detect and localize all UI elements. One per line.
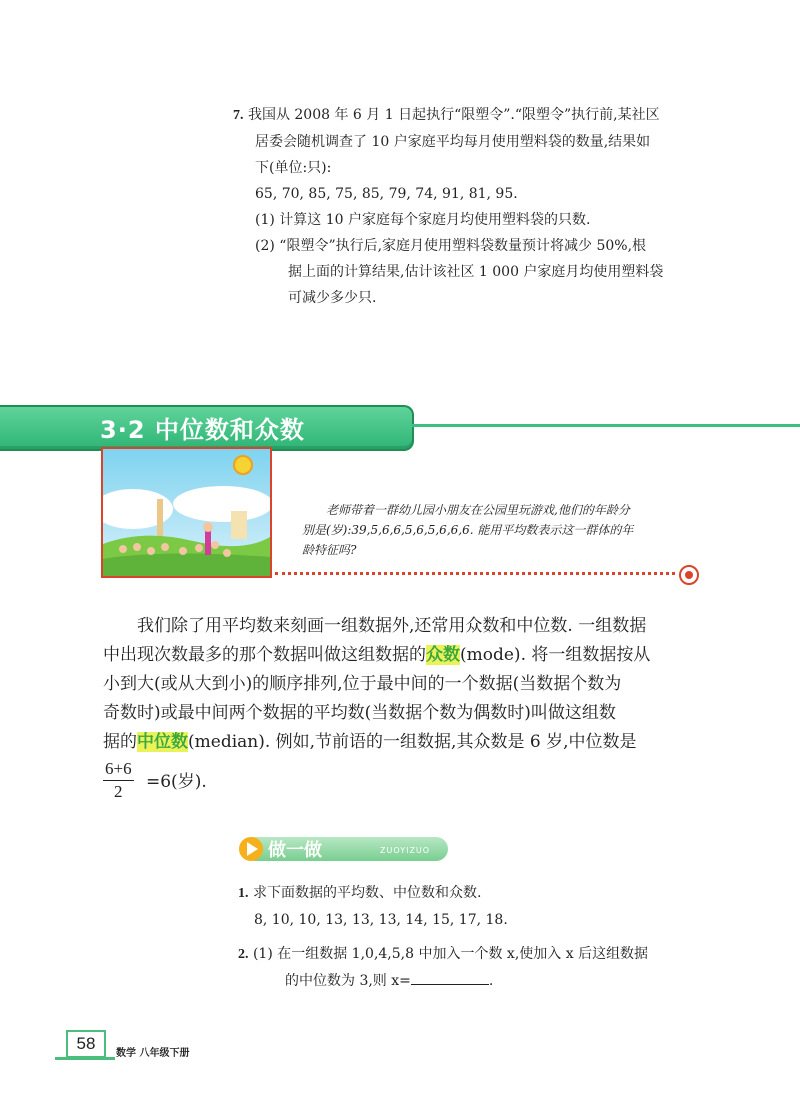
exercise-1-number: 1. <box>238 886 249 901</box>
exercise-7 <box>233 102 713 311</box>
exercise-2-line-1 <box>238 941 708 968</box>
activity-exercises <box>238 880 708 994</box>
median-fraction <box>103 758 134 803</box>
exercise-1-text: 求下面数据的平均数、中位数和众数. <box>252 885 482 901</box>
fraction-numerator: 6+6 <box>103 758 134 781</box>
exercise-number: 7. <box>233 108 244 123</box>
term-mode: 众数 <box>426 645 460 665</box>
chapter-intro <box>302 500 692 560</box>
intro-line-2: 别是(岁):39,5,6,6,5,6,5,6,6,6. 能用平均数表示这一群体的年 <box>302 523 634 537</box>
exercise-1-data: 8, 10, 10, 13, 13, 13, 14, 15, 17, 18. <box>254 912 508 928</box>
exercise-7-q2-line-2: 据上面的计算结果,估计该社区 1 000 户家庭月均使用塑料袋 <box>288 264 664 280</box>
exercise-7-q2-line-1: (2) “限塑令”执行后,家庭月使用塑料袋数量预计将减少 50%,根 <box>255 238 647 254</box>
main-line-2 <box>103 641 703 670</box>
main-line-3: 小到大(或从大到小)的顺序排列,位于最中间的一个数据(当数据个数为 <box>103 674 622 694</box>
park-scene-image <box>103 449 270 576</box>
section-rule <box>412 424 800 427</box>
answer-blank[interactable] <box>411 984 489 985</box>
section-title: 3·2 中位数和众数 <box>100 416 305 444</box>
target-dot-icon <box>679 565 699 585</box>
main-line-5 <box>103 728 703 757</box>
play-arrow-icon <box>238 836 264 862</box>
intro-line-1: 老师带着一群幼儿园小朋友在公园里玩游戏,他们的年龄分 <box>326 503 630 517</box>
fraction-denominator: 2 <box>114 782 123 801</box>
exercise-text: 我国从 2008 年 6 月 1 日起执行“限塑令”.“限塑令”执行前,某社区 <box>247 107 660 123</box>
activity-label: 做一做 <box>268 840 322 861</box>
intro-line-3: 龄特征吗? <box>302 543 357 557</box>
exercise-7-q2-line-3: 可减少多少只. <box>288 290 377 306</box>
activity-pinyin: ZUOYIZUO <box>380 846 431 855</box>
exercise-7-data: 65, 70, 85, 75, 85, 79, 74, 91, 81, 95. <box>255 186 518 202</box>
main-line-5-pre: 据的 <box>103 732 137 752</box>
term-median: 中位数 <box>137 732 188 752</box>
exercise-1 <box>238 880 708 907</box>
exercise-7-line-3: 下(单位:只): <box>255 160 332 176</box>
exercise-7-line-2: 居委会随机调查了 10 户家庭平均每月使用塑料袋的数量,结果如 <box>255 134 651 150</box>
exercise-7-line-1 <box>233 102 713 129</box>
main-line-2-post: (mode). 将一组数据按从 <box>460 645 651 665</box>
exercise-2-number: 2. <box>238 947 249 962</box>
exercise-7-q1: (1) 计算这 10 户家庭每个家庭月均使用塑料袋的只数. <box>255 212 591 228</box>
main-line-2-pre: 中出现次数最多的那个数据叫做这组数据的 <box>103 645 426 665</box>
book-title: 数学 八年级下册 <box>116 1048 190 1059</box>
exercise-2-line-2-pre: 的中位数为 3,则 x= <box>285 973 411 989</box>
main-line-5-post: (median). 例如,节前语的一组数据,其众数是 6 岁,中位数是 <box>188 732 637 752</box>
main-line-1: 我们除了用平均数来刻画一组数据外,还常用众数和中位数. 一组数据 <box>137 616 647 636</box>
exercise-2-line-2-post: . <box>488 973 494 989</box>
main-text <box>103 612 703 757</box>
dotted-divider <box>275 572 675 575</box>
main-line-4: 奇数时)或最中间两个数据的平均数(当数据个数为偶数时)叫做这组数 <box>103 703 616 723</box>
exercise-2-line-2 <box>238 968 708 994</box>
park-illustration <box>101 447 272 578</box>
page-number: 58 <box>66 1030 106 1058</box>
exercise-2-text: (1) 在一组数据 1,0,4,5,8 中加入一个数 x,使加入 x 后这组数据 <box>252 946 649 962</box>
fraction-result: =6(岁). <box>146 772 207 792</box>
